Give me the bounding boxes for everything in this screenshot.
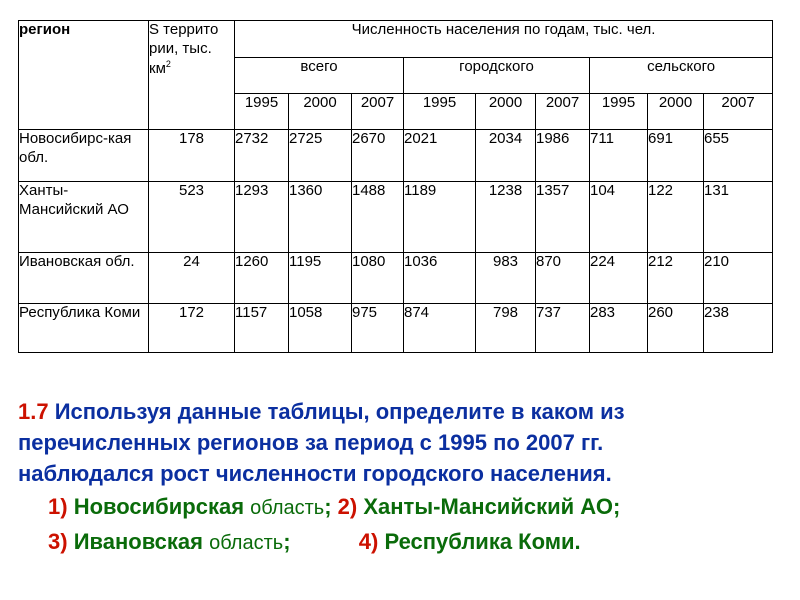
region-area: 178	[149, 130, 235, 182]
answer-1-small: область	[250, 497, 325, 519]
header-area-label: S террито рии, тыс. км	[149, 21, 219, 77]
year-cell: 2000	[648, 94, 704, 130]
value-cell: 1488	[352, 182, 404, 253]
answer-1-number: 1)	[48, 494, 68, 519]
answer-3-small: область	[209, 532, 284, 554]
year-cell: 1995	[404, 94, 476, 130]
region-area: 24	[149, 253, 235, 304]
value-cell: 874	[404, 304, 476, 353]
question-line-3: наблюдался рост численности городского населения.	[18, 461, 612, 486]
header-area	[149, 21, 235, 130]
value-cell: 210	[704, 253, 773, 304]
question-line-1	[18, 396, 788, 427]
group-rural: сельского	[590, 58, 773, 94]
region-name: Республика Коми	[19, 304, 149, 353]
value-cell: 2034	[476, 130, 536, 182]
value-cell: 1058	[289, 304, 352, 353]
answer-2-text: Ханты-Мансийский АО;	[363, 494, 621, 519]
answer-1-text: Новосибирская	[73, 494, 245, 519]
answer-options	[48, 490, 788, 560]
value-cell: 2021	[404, 130, 476, 182]
year-cell: 2000	[289, 94, 352, 130]
population-table	[18, 20, 773, 353]
year-cell: 2007	[352, 94, 404, 130]
year-cell: 2007	[536, 94, 590, 130]
value-cell: 1986	[536, 130, 590, 182]
value-cell: 283	[590, 304, 648, 353]
value-cell: 1238	[476, 182, 536, 253]
value-cell: 1080	[352, 253, 404, 304]
value-cell: 975	[352, 304, 404, 353]
year-cell: 2007	[704, 94, 773, 130]
year-cell: 2000	[476, 94, 536, 130]
value-cell: 1157	[235, 304, 289, 353]
value-cell: 224	[590, 253, 648, 304]
value-cell: 212	[648, 253, 704, 304]
header-population: Численность населения по годам, тыс. чел.	[235, 21, 773, 58]
value-cell: 260	[648, 304, 704, 353]
answer-3-number: 3)	[48, 529, 68, 554]
answer-4-number: 4)	[358, 529, 379, 554]
value-cell: 131	[704, 182, 773, 253]
table-row	[19, 304, 773, 353]
value-cell: 1360	[289, 182, 352, 253]
group-urban: городского	[404, 58, 590, 94]
answer-row-2: 3) Ивановская область; 4) Республика Коми.	[48, 529, 581, 554]
value-cell: 1036	[404, 253, 476, 304]
group-total: всего	[235, 58, 404, 94]
value-cell: 1189	[404, 182, 476, 253]
region-name: Новосибирс-кая обл.	[19, 130, 149, 182]
value-cell: 1357	[536, 182, 590, 253]
value-cell: 870	[536, 253, 590, 304]
year-cell: 1995	[235, 94, 289, 130]
question-line-2: перечисленных регионов за период с 1995 по 2007 гг.	[18, 430, 604, 455]
answer-3-text: Ивановская	[73, 529, 203, 554]
value-cell: 798	[476, 304, 536, 353]
value-cell: 2670	[352, 130, 404, 182]
question-text-1: Используя данные таблицы, определите в каком из	[54, 399, 625, 424]
answer-2-number: 2)	[337, 494, 358, 519]
table-row	[19, 182, 773, 253]
value-cell: 1293	[235, 182, 289, 253]
header-region: регион	[19, 21, 149, 130]
region-name: Ивановская обл.	[19, 253, 149, 304]
region-area: 172	[149, 304, 235, 353]
region-name: Ханты-Мансийский АО	[19, 182, 149, 253]
year-cell: 1995	[590, 94, 648, 130]
value-cell: 2732	[235, 130, 289, 182]
region-area: 523	[149, 182, 235, 253]
answer-row-1: 1) Новосибирская область; 2) Ханты-Мансийский АО;	[48, 494, 621, 519]
value-cell: 104	[590, 182, 648, 253]
header-area-sup: 2	[165, 58, 171, 69]
value-cell: 1260	[235, 253, 289, 304]
value-cell: 2725	[289, 130, 352, 182]
value-cell: 983	[476, 253, 536, 304]
header-row-1	[19, 21, 773, 58]
table-row	[19, 130, 773, 182]
value-cell: 737	[536, 304, 590, 353]
table-row	[19, 253, 773, 304]
question-number: 1.7	[18, 399, 49, 424]
value-cell: 691	[648, 130, 704, 182]
value-cell: 655	[704, 130, 773, 182]
value-cell: 238	[704, 304, 773, 353]
value-cell: 122	[648, 182, 704, 253]
answer-4-text: Республика Коми.	[384, 529, 581, 554]
value-cell: 1195	[289, 253, 352, 304]
value-cell: 711	[590, 130, 648, 182]
question-block	[18, 396, 788, 489]
